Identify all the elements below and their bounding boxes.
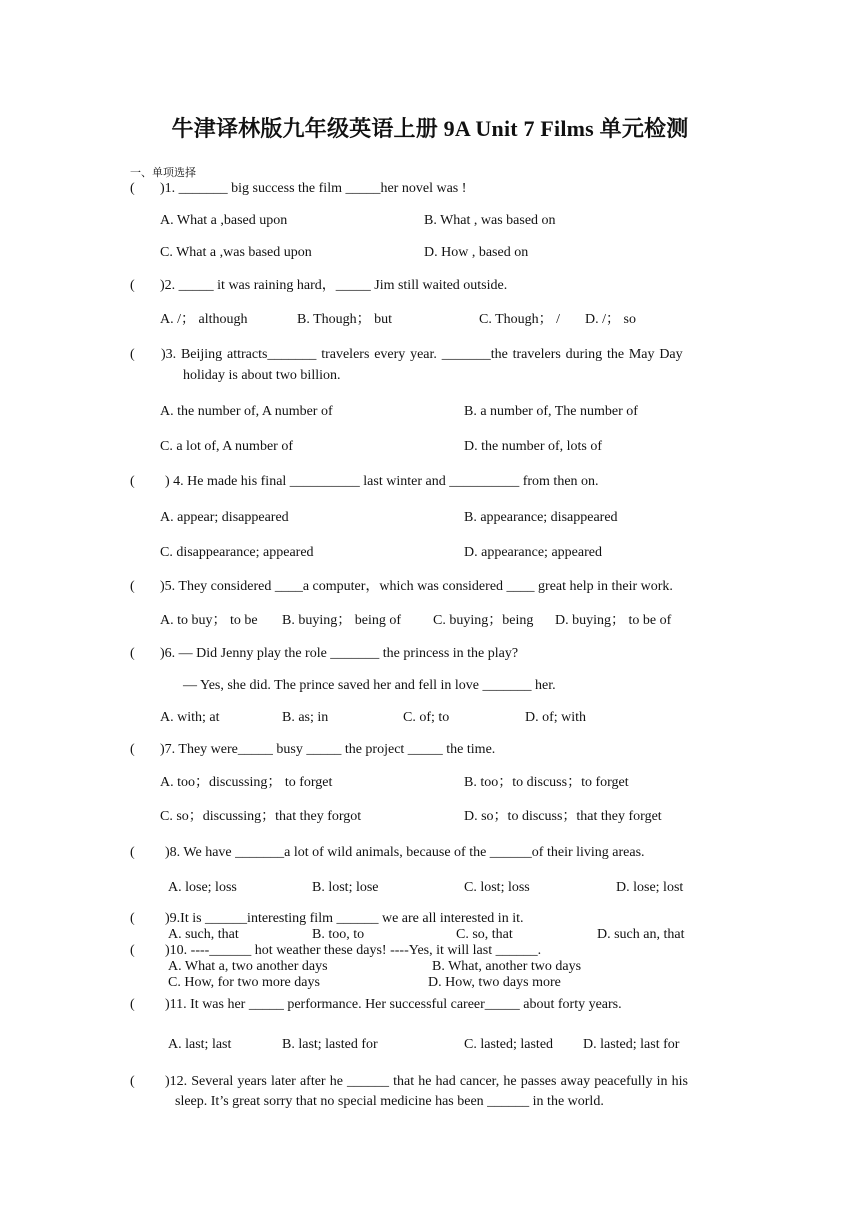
option-b-3: B. a number of, The number of xyxy=(464,404,638,419)
option-c-5: C. buying；being xyxy=(433,613,534,628)
question-stem-1: )1. _______ big success the film _____her novel was ! xyxy=(160,181,467,196)
question-stem-9: )9.It is ______interesting film ______ we are all interested in it. xyxy=(165,911,524,926)
option-d-10: D. How, two days more xyxy=(428,975,561,990)
question-stem-12: )12. Several years later after he ______ that he had cancer, he passes away peacefully in his xyxy=(165,1074,688,1089)
option-d-6: D. of; with xyxy=(525,710,587,725)
answer-paren: ( xyxy=(130,474,135,489)
option-a-10: A. What a, two another days xyxy=(168,959,328,974)
answer-paren: ( xyxy=(130,845,135,860)
option-d-2: D. /； so xyxy=(585,312,636,327)
answer-paren: ( xyxy=(130,347,135,362)
option-a-11: A. last; last xyxy=(168,1037,232,1052)
option-b-10: B. What, another two days xyxy=(432,959,582,974)
question-stem-11: )11. It was her _____ performance. Her successful career_____ about forty years. xyxy=(165,997,622,1012)
option-b-8: B. lost; lose xyxy=(312,880,379,895)
question-stem-2: )2. _____ it was raining hard，_____ Jim still waited outside. xyxy=(160,278,508,293)
option-d-11: D. lasted; last for xyxy=(583,1037,680,1052)
question-stem-3-cont: holiday is about two billion. xyxy=(183,368,341,383)
question-stem-6: )6. — Did Jenny play the role _______ the princess in the play? xyxy=(160,646,519,661)
answer-paren: ( xyxy=(130,742,135,757)
option-a-6: A. with; at xyxy=(160,710,220,725)
answer-paren: ( xyxy=(130,278,135,293)
option-d-1: D. How , based on xyxy=(424,245,529,260)
page-title: 牛津译林版九年级英语上册 9A Unit 7 Films 单元检测 xyxy=(171,116,689,141)
question-stem-5: )5. They considered ____a computer，which was considered ____ great help in their work. xyxy=(160,579,673,594)
option-d-8: D. lose; lost xyxy=(616,880,684,895)
option-c-8: C. lost; loss xyxy=(464,880,530,895)
answer-paren: ( xyxy=(130,911,135,926)
option-d-4: D. appearance; appeared xyxy=(464,545,602,560)
answer-paren: ( xyxy=(130,1074,135,1089)
option-d-5: D. buying； to be of xyxy=(555,613,672,628)
option-a-5: A. to buy； to be xyxy=(160,613,258,628)
option-b-4: B. appearance; disappeared xyxy=(464,510,618,525)
option-c-6: C. of; to xyxy=(403,710,450,725)
option-a-7: A. too；discussing； to forget xyxy=(160,775,333,790)
question-stem-3: )3. Beijing attracts_______ travelers every year. _______the travelers during the May Day xyxy=(161,347,683,362)
option-a-2: A. /； although xyxy=(160,312,248,327)
answer-paren: ( xyxy=(130,579,135,594)
option-b-11: B. last; lasted for xyxy=(282,1037,378,1052)
option-b-6: B. as; in xyxy=(282,710,329,725)
option-c-2: C. Though； / xyxy=(479,312,561,327)
answer-paren: ( xyxy=(130,997,135,1012)
option-a-1: A. What a ,based upon xyxy=(160,213,288,228)
question-stem-4: ) 4. He made his final __________ last winter and __________ from then on. xyxy=(165,474,599,489)
answer-paren: ( xyxy=(130,181,135,196)
answer-paren: ( xyxy=(130,646,135,661)
option-a-9: A. such, that xyxy=(168,927,239,942)
option-b-5: B. buying； being of xyxy=(282,613,401,628)
option-a-4: A. appear; disappeared xyxy=(160,510,289,525)
option-c-4: C. disappearance; appeared xyxy=(160,545,314,560)
option-c-3: C. a lot of, A number of xyxy=(160,439,293,454)
option-c-1: C. What a ,was based upon xyxy=(160,245,312,260)
option-d-9: D. such an, that xyxy=(597,927,685,942)
section-heading: 一、单项选择 xyxy=(130,166,196,179)
option-c-11: C. lasted; lasted xyxy=(464,1037,554,1052)
question-stem-12-cont: sleep. It’s great sorry that no special medicine has been ______ in the world. xyxy=(175,1094,604,1109)
option-c-9: C. so, that xyxy=(456,927,513,942)
option-a-3: A. the number of, A number of xyxy=(160,404,333,419)
question-stem-10: )10. ----______ hot weather these days! ----Yes, it will last ______. xyxy=(165,943,542,958)
option-d-7: D. so；to discuss；that they forget xyxy=(464,809,662,824)
option-b-7: B. too；to discuss；to forget xyxy=(464,775,629,790)
question-stem-7: )7. They were_____ busy _____ the project _____ the time. xyxy=(160,742,496,757)
option-c-7: C. so；discussing；that they forgot xyxy=(160,809,362,824)
option-b-9: B. too, to xyxy=(312,927,365,942)
question-stem-6-cont: — Yes, she did. The prince saved her and fell in love _______ her. xyxy=(183,678,556,693)
question-stem-8: )8. We have _______a lot of wild animals, because of the ______of their living areas. xyxy=(165,845,645,860)
option-b-2: B. Though； but xyxy=(297,312,393,327)
option-c-10: C. How, for two more days xyxy=(168,975,320,990)
option-a-8: A. lose; loss xyxy=(168,880,237,895)
option-b-1: B. What , was based on xyxy=(424,213,556,228)
option-d-3: D. the number of, lots of xyxy=(464,439,603,454)
answer-paren: ( xyxy=(130,943,135,958)
